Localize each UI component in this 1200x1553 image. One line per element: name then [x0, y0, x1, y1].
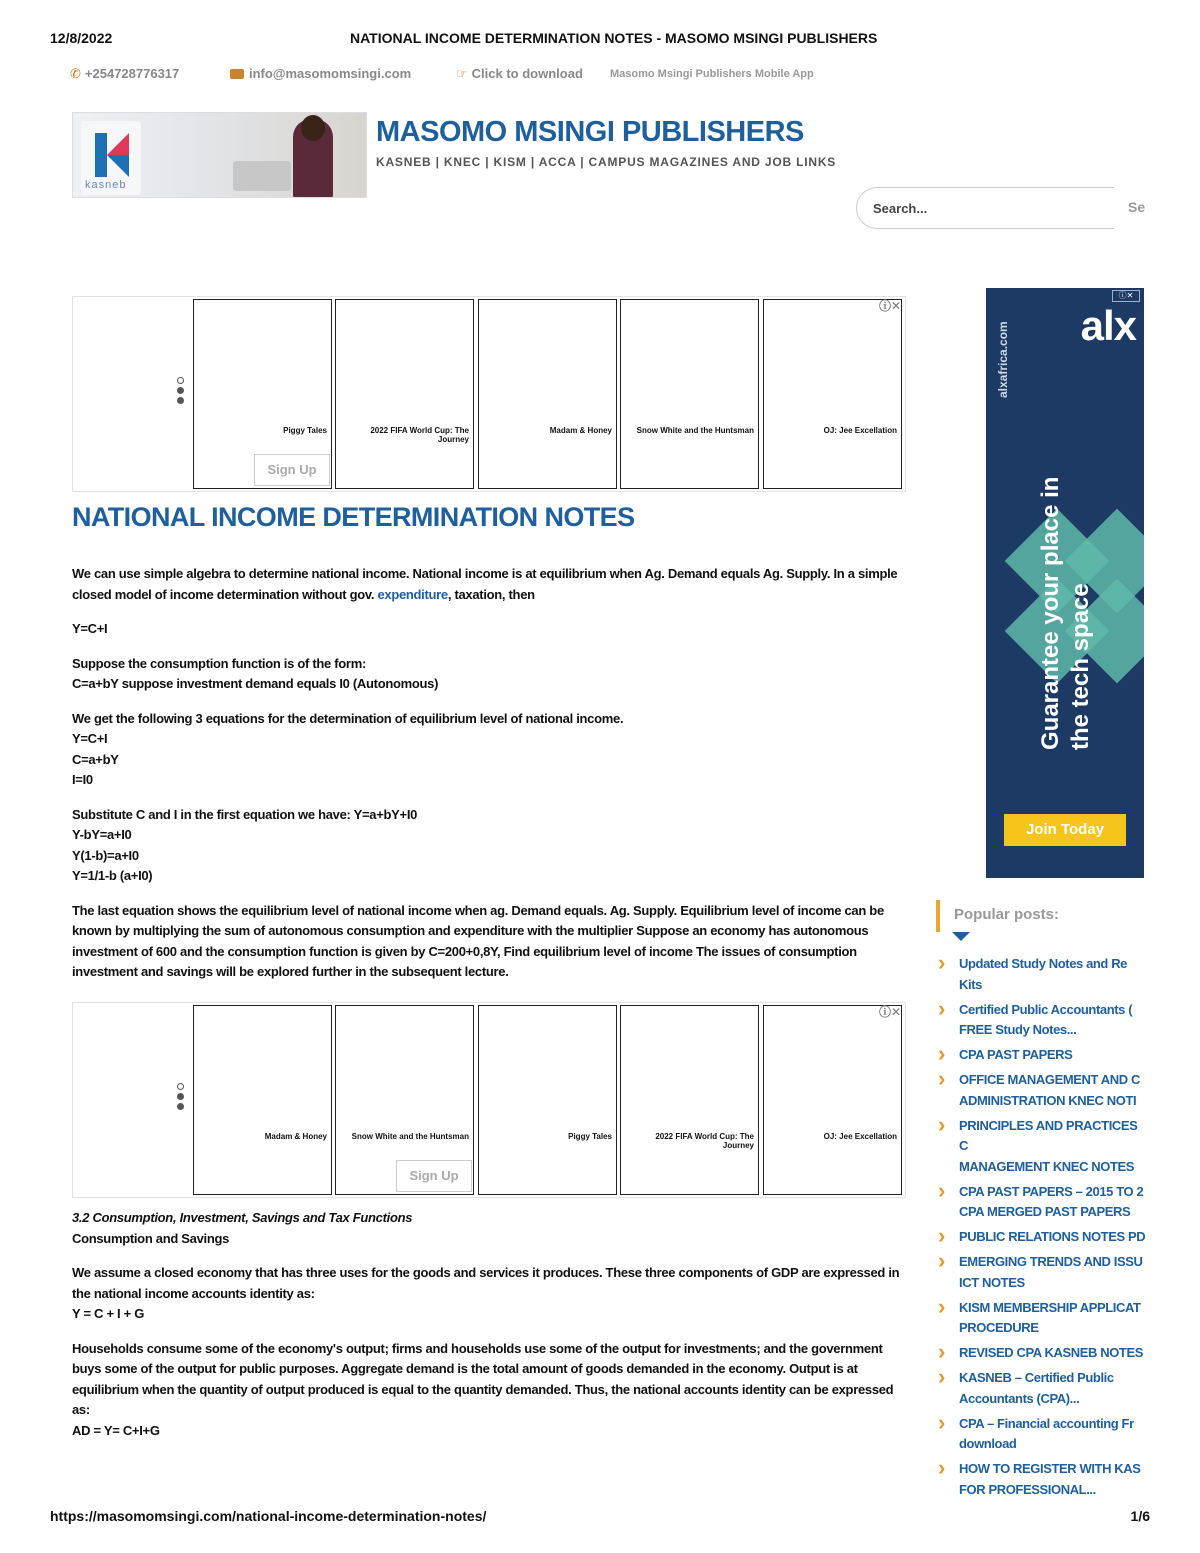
ad-card[interactable]: Madam & Honey: [193, 1005, 332, 1195]
site-title[interactable]: MASOMO MSINGI PUBLISHERS: [376, 116, 804, 148]
ad-card[interactable]: 2022 FIFA World Cup: The Journey: [620, 1005, 759, 1195]
email-link[interactable]: info@masomomsingi.com: [230, 66, 411, 81]
popular-post-link[interactable]: › OFFICE MANAGEMENT AND C ADMINISTRATION KNEC NOTI: [936, 1070, 1148, 1111]
sign-up-button[interactable]: Sign Up: [396, 1160, 472, 1192]
alx-logo: alx: [1080, 302, 1136, 349]
ad-card[interactable]: OJ: Jee Excellation: [763, 1005, 902, 1195]
print-title: NATIONAL INCOME DETERMINATION NOTES - MASOMO MSINGI PUBLISHERS: [350, 30, 878, 46]
phone-link[interactable]: ✆ +254728776317: [70, 66, 180, 81]
ad-banner-1: [72, 296, 906, 492]
join-today-button[interactable]: Join Today: [1004, 814, 1126, 846]
popular-post-link[interactable]: › PRINCIPLES AND PRACTICES C MANAGEMENT KNEC NOTES: [936, 1116, 1148, 1178]
popular-post-link[interactable]: › CPA – Financial accounting Fr download: [936, 1414, 1148, 1455]
paragraph: We assume a closed economy that has three uses for the goods and services it produces. These three components of GDP are expressed in the national income accounts identity as: Y = C + I + G: [72, 1265, 900, 1321]
mobile-app-link[interactable]: Masomo Msingi Publishers Mobile App: [610, 68, 814, 80]
popular-post-link[interactable]: › PUBLIC RELATIONS NOTES PD: [936, 1227, 1148, 1248]
popular-posts-list: [936, 954, 1148, 1505]
paragraph: The last equation shows the equilibrium level of national income when ag. Demand equals. Ag. Supply. Equilibrium level of income can be known by multiplying the sum of autonomous consumption and expenditure with the multiplier Suppose an economy has autonomous investment of 600 and the consumption function is given by C=200+0,8Y, Find equilibrium level of income The issues of consumption investment and savings will be explored further in the subsequent lecture.: [72, 902, 884, 979]
ad-banner-2: [72, 1002, 906, 1198]
kasneb-logo: kasneb: [81, 121, 141, 195]
ad-card[interactable]: 2022 FIFA World Cup: The Journey: [335, 299, 474, 489]
site-tagline: KASNEB | KNEC | KISM | ACCA | CAMPUS MAGAZINES AND JOB LINKS: [376, 155, 837, 169]
paragraph: We can use simple algebra to determine national income. National income is at equilibrium when Ag. Demand equals Ag. Supply. In a simple closed model of income determination without gov. expenditure, taxation, then: [72, 566, 898, 602]
site-logo-banner[interactable]: [72, 112, 367, 198]
ad-options-icon[interactable]: [177, 1083, 185, 1113]
popular-post-link[interactable]: › HOW TO REGISTER WITH KAS FOR PROFESSIONAL...: [936, 1459, 1148, 1500]
sign-up-button[interactable]: Sign Up: [254, 454, 330, 486]
popular-posts-heading: Popular posts:: [936, 900, 1059, 932]
ad-close-icon[interactable]: ⓘ✕: [1112, 290, 1140, 302]
article-title: NATIONAL INCOME DETERMINATION NOTES: [72, 502, 635, 532]
download-link[interactable]: ☞ Click to download: [456, 66, 583, 81]
laptop-graphic: [233, 161, 291, 191]
popular-post-link[interactable]: › KISM MEMBERSHIP APPLICAT PROCEDURE: [936, 1298, 1148, 1339]
article-body-part-1: [72, 564, 902, 997]
side-ad-alx[interactable]: [986, 288, 1144, 878]
popular-post-link[interactable]: › REVISED CPA KASNEB NOTES: [936, 1343, 1148, 1364]
ad-close-icon[interactable]: ⓘ✕: [878, 1005, 901, 1019]
paragraph: Suppose the consumption function is of the form: C=a+bY suppose investment demand equals I0 (Autonomous): [72, 655, 439, 691]
popular-post-link[interactable]: › CPA PAST PAPERS – 2015 TO 2 CPA MERGED PAST PAPERS: [936, 1182, 1148, 1223]
ad-card[interactable]: Snow White and the Huntsman Sign Up: [335, 1005, 474, 1195]
ad-card[interactable]: Piggy Tales: [478, 1005, 617, 1195]
search-button[interactable]: Se: [1128, 199, 1146, 215]
print-footer: [50, 1508, 1150, 1526]
page-url: https://masomomsingi.com/national-income-determination-notes/: [50, 1508, 487, 1524]
expenditure-link[interactable]: expenditure: [377, 586, 448, 602]
ad-card[interactable]: Snow White and the Huntsman: [620, 299, 759, 489]
search-box: [856, 187, 1114, 229]
paragraph: Households consume some of the economy's output; firms and households use some of the output for investments; and the government buys some of the output for public purposes. Aggregate demand is the total amount of goods demanded in the economy. Output is at equilibrium when the quantity of output produced is equal to the quantity demanded. Thus, the national accounts identity can be expressed as: AD = Y= C+I+G: [72, 1340, 894, 1438]
print-date: 12/8/2022: [50, 30, 113, 46]
envelope-icon: [230, 69, 244, 79]
ad-domain: alxafrica.com: [996, 321, 1010, 398]
thumbs-up-icon: ☞: [456, 66, 468, 81]
top-contact-bar: [70, 66, 1160, 84]
popular-post-link[interactable]: › Certified Public Accountants ( FREE Study Notes...: [936, 1000, 1148, 1041]
paragraph: We get the following 3 equations for the determination of equilibrium level of national income. Y=C+I C=a+bY I=I0: [72, 710, 624, 787]
section-heading: 3.2 Consumption, Investment, Savings and Tax Functions Consumption and Savings: [72, 1210, 413, 1246]
popular-post-link[interactable]: › CPA PAST PAPERS: [936, 1045, 1148, 1066]
search-input[interactable]: [857, 188, 1087, 228]
caret-down-icon: [952, 932, 970, 941]
ad-slogan: Guarantee your place in the tech space: [1037, 476, 1094, 750]
popular-post-link[interactable]: › EMERGING TRENDS AND ISSU ICT NOTES: [936, 1252, 1148, 1293]
popular-post-link[interactable]: › KASNEB – Certified Public Accountants (CPA)...: [936, 1368, 1148, 1409]
ad-options-icon[interactable]: [177, 377, 185, 407]
ad-card[interactable]: Piggy Tales Sign Up: [193, 299, 332, 489]
phone-icon: ✆: [70, 66, 81, 81]
popular-post-link[interactable]: › Updated Study Notes and Re Kits: [936, 954, 1148, 995]
equation: Y=C+I: [72, 621, 108, 636]
ad-card[interactable]: Madam & Honey: [478, 299, 617, 489]
page-number: 1/6: [1130, 1508, 1150, 1524]
article-body-part-2: [72, 1208, 902, 1455]
ad-close-icon[interactable]: ⓘ✕: [878, 299, 901, 313]
print-header: [50, 30, 1150, 48]
paragraph: Substitute C and I in the first equation we have: Y=a+bY+I0 Y-bY=a+I0 Y(1-b)=a+I0 Y=1/1-b (a+I0): [72, 806, 418, 883]
ad-card[interactable]: OJ: Jee Excellation: [763, 299, 902, 489]
